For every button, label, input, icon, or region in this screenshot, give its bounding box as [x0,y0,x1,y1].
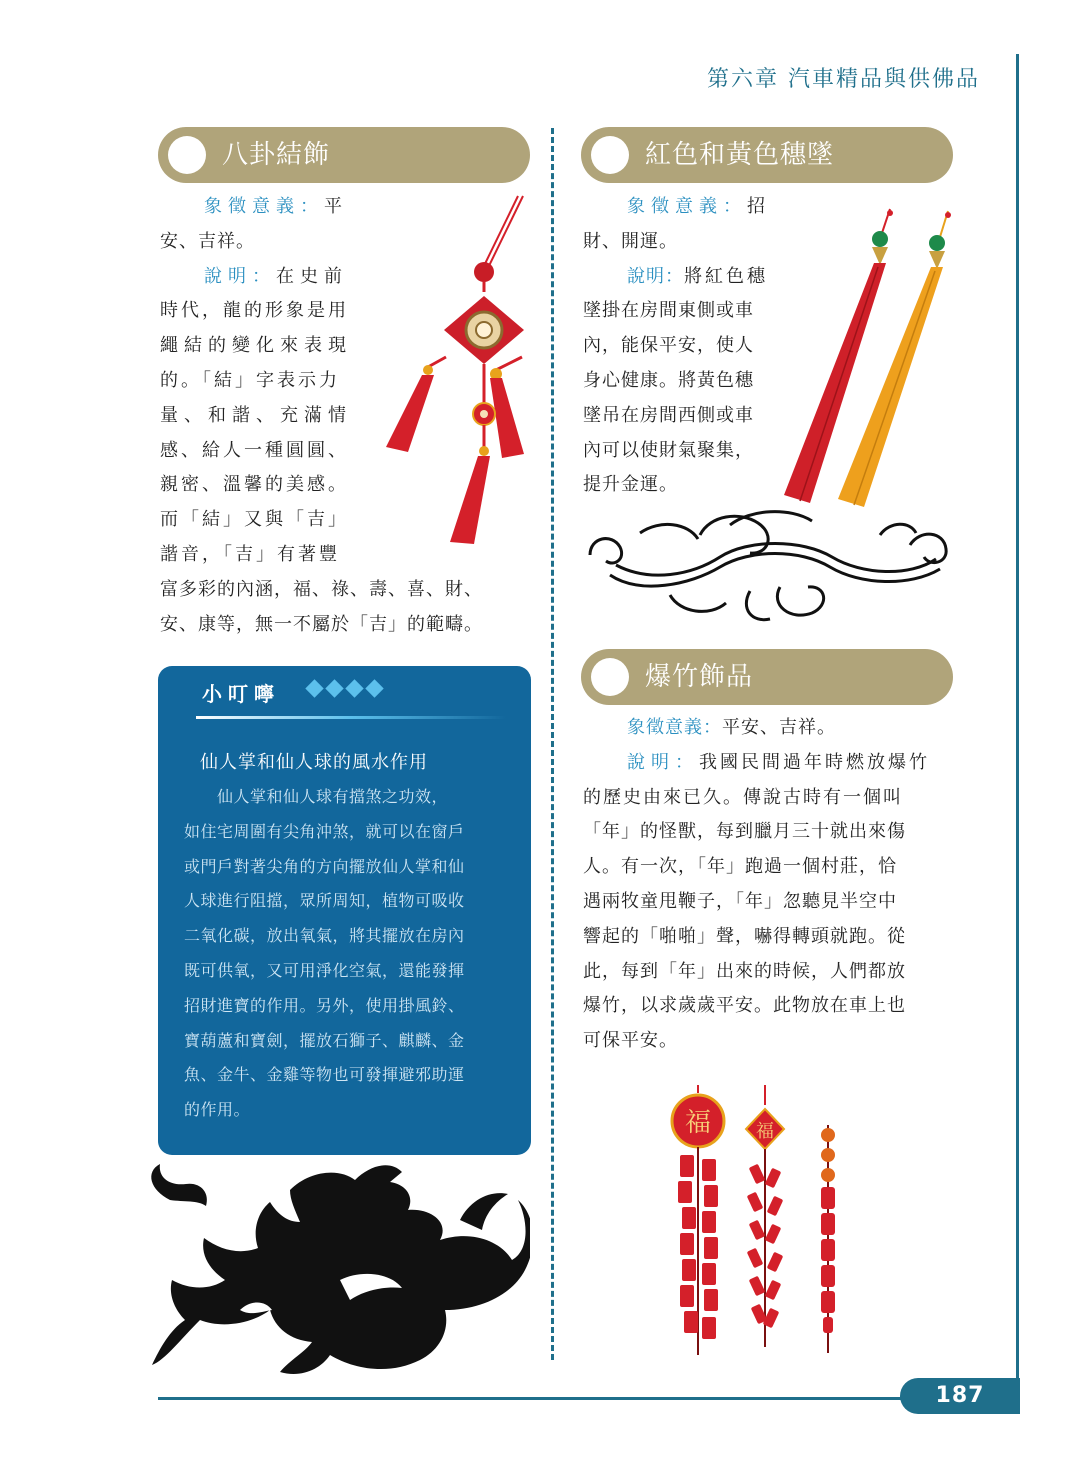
text-line: 招 [747,196,766,217]
section-header-bagua [158,127,530,183]
label-description: 說明： [627,265,684,287]
tip-box [158,666,531,1155]
text-line: 內，能保平安，使人 [583,335,754,357]
dragon-silhouette-image [140,1160,530,1380]
text-line: 的歷史由來已久。傳說古時有一個叫 [583,786,903,808]
diamond-decoration-icon [306,682,383,695]
tassel-text [583,190,783,503]
text-line: 安、康等，無一不屬於「吉」的範疇。 [160,613,483,635]
text-line: 富多彩的內涵，福、祿、壽、喜、財、 [160,578,483,600]
label-symbolism: 象徵意義： [627,196,747,217]
tip-line: 魚、金牛、金雞等物也可發揮避邪助運 [184,1065,465,1085]
fu-character: 福 [684,1108,712,1138]
fu-character: 福 [756,1121,774,1142]
section-header-firecracker [581,649,953,705]
text-line: 此，每到「年」出來的時候，人們都放 [583,960,906,982]
text-line: 諧音，「吉」有著豐 [160,543,340,565]
text-line: 身心健康。將黃色穗 [583,369,754,391]
section-title: 八卦結飾 [222,140,331,170]
text-line: 的。「結」字表示力 [160,369,340,391]
text-line: 人。有一次，「年」跑過一個村莊，恰 [583,856,897,878]
tip-line: 或門戶對著尖角的方向擺放仙人掌和仙 [184,856,465,876]
text-line: 量、和諧、充滿情 [160,404,352,426]
label-symbolism: 象徵意義： [204,196,324,217]
label-symbolism: 象徵意義： [627,717,722,738]
bagua-knot-image [378,192,528,548]
firecracker-image [660,1085,860,1360]
text-line: 「年」的怪獸，每到臘月三十就出來傷 [583,821,906,843]
tip-subtitle: 仙人掌和仙人球的風水作用 [200,752,428,773]
tip-line: 二氧化碳，放出氧氣，將其擺放在房內 [184,926,465,946]
cloud-scroll-ornament-image [580,505,954,627]
tip-line: 的作用。 [184,1100,251,1120]
text-line: 時代，龍的形象是用 [160,300,349,322]
text-line: 親密、溫馨的美感。 [160,474,349,496]
text-line: 我國民間過年時燃放爆竹 [699,751,930,773]
text-line: 內可以使財氣聚集， [583,439,754,461]
tip-line: 仙人掌和仙人球有擋煞之功效， [184,787,449,806]
tip-line: 如住宅周圍有尖角沖煞，就可以在窗戶 [184,821,465,841]
bottom-rule [158,1397,1018,1400]
tip-line: 招財進寶的作用。另外，使用掛風鈴、 [184,995,465,1015]
text-line: 安、吉祥。 [160,230,255,252]
text-line: 將紅色穗 [684,265,768,287]
text-line: 平安、吉祥。 [722,717,836,738]
text-line: 財、開運。 [583,230,678,252]
tip-line: 寶葫蘆和寶劍，擺放石獅子、麒麟、金 [184,1030,465,1050]
text-line: 墜吊在房間西側或車 [583,404,754,426]
page-number: 187 [900,1378,1020,1414]
section-title: 紅色和黃色穗墜 [645,140,835,170]
text-line: 爆竹，以求歲歲平安。此物放在車上也 [583,995,906,1017]
text-line: 提升金運。 [583,474,678,496]
column-divider [551,128,554,1360]
text-line: 在史前 [276,265,348,287]
section-header-tassel [581,127,953,183]
text-line: 平 [324,196,343,217]
label-description: 說明： [627,751,699,773]
bullet-circle-icon [591,136,629,174]
tip-line: 人球進行阻擋，眾所周知，植物可吸收 [184,891,465,911]
text-line: 繩結的變化來表現 [160,335,352,357]
text-line: 而「結」又與「吉」 [160,509,349,531]
text-line: 遇兩牧童甩鞭子，「年」忽聽見半空中 [583,890,897,912]
label-description: 說明： [204,265,276,287]
tip-underline [196,716,506,719]
tip-body [184,780,509,1128]
chapter-title: 第六章 汽車精品與供佛品 [707,67,980,92]
tip-line: 既可供氧，又可用淨化空氣，還能發揮 [184,960,465,980]
text-line: 墜掛在房間東側或車 [583,300,754,322]
firecracker-text [583,711,955,1059]
bullet-circle-icon [591,658,629,696]
text-line: 感、給人一種圓圓、 [160,439,349,461]
tip-heading: 小叮嚀 [202,682,280,706]
section-title: 爆竹飾品 [645,662,754,692]
text-line: 響起的「啪啪」聲，嚇得轉頭就跑。從 [583,925,906,947]
bullet-circle-icon [168,136,206,174]
right-edge-rule [1016,54,1019,1414]
tassel-image [780,205,955,510]
text-line: 可保平安。 [583,1030,678,1052]
